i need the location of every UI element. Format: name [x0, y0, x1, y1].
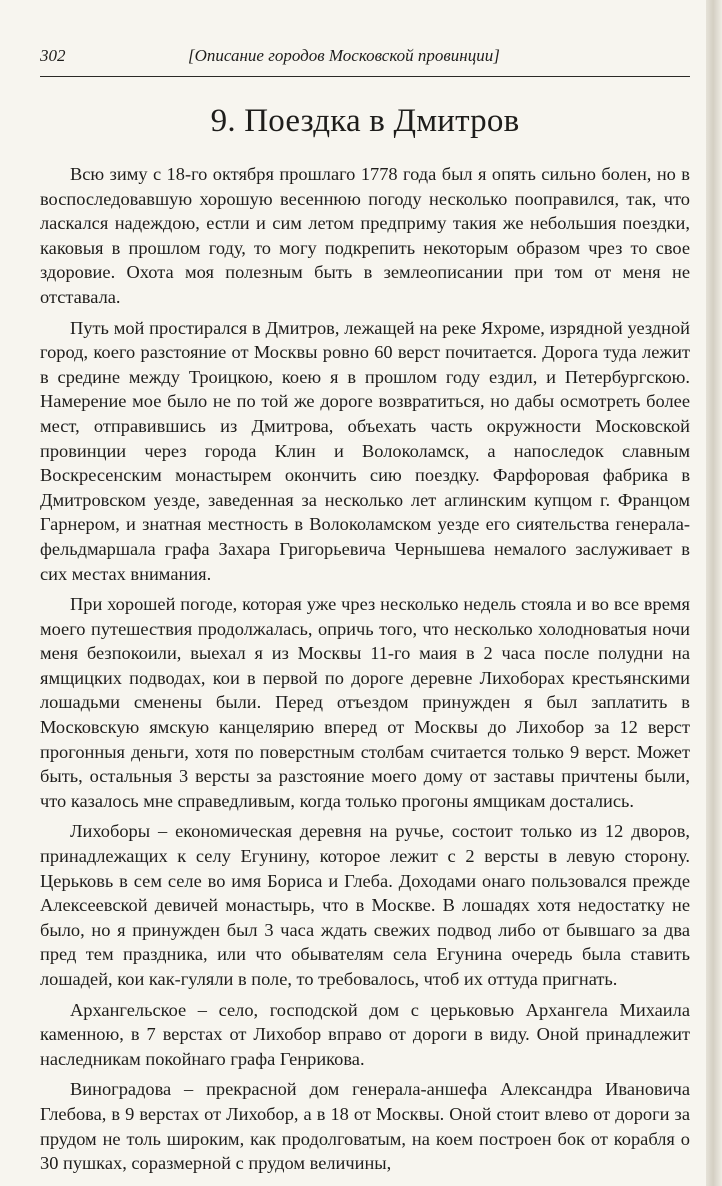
paragraph: Лихоборы – економическая деревня на ручье, состоит только из 12 дворов, принадлежащих к селу Егунину, которое лежит с 2 версты в левую сторону. Церьковь в сем селе во имя Бориса и Глеба. Доходами онаго пользовался прежде Алексеевской девичей монастырь, что в Москве. В лошадях хотя недостатку не было, но я принужден был 3 часа ждать свежих подвод либо от бывшаго за два пред тем праздника, или что обывателям села Егунина очередь была ставить лошадей, кои как-гуляли в поле, то требовалось, чтоб их оттуда пригнать. — [40, 821, 690, 989]
page-edge-shadow — [706, 0, 722, 1186]
paragraph: Виноградова – прекрасной дом генерала-аншефа Александра Ивановича Глебова, в 9 верстах от Лихобор, а в 18 от Москвы. Оной стоит влево от дороги за прудом не толь широким, как продолговатым, на коем построен бок от корабля о 30 пушках, соразмерной с прудом величины, — [40, 1079, 690, 1174]
paragraph: При хорошей погоде, которая уже чрез несколько недель стояла и во все время моего путешествия продолжалась, опричь того, что несколько холодноватыя ночи меня безпокоили, выехал я из Москвы 11-го маия в 2 часа после полудни на ямщицких подводах, кои в первой по дороге деревне Лихоборах крестьянскими лошадьми сменены были. Перед отъездом принужден я был заплатить в Московскую ямскую канцелярию вперед от Москвы до Лихобор за 12 верст прогонныя деньги, хотя по поверстным столбам считается только 9 верст. Может быть, остальныя 3 версты за разстояние моего дому от заставы причтены были, что казалось мне справедливым, когда только прогоны ямщикам достались. — [40, 594, 690, 811]
page-number: 302 — [40, 46, 66, 65]
paragraph: Всю зиму с 18-го октября прошлаго 1778 года был я опять сильно болен, но в воспоследовавшую хорошую весеннюю погоду несколько поопpавился, так, что ласкался надеждою, естли и сим летом предприму такия же небольшия поездки, каковыя в прошлом году, то могу подкрепить некоторым образом чрез то свое здоровие. Охота моя полезным быть в землеописании при том от меня не отставала. — [40, 164, 690, 307]
paragraph: Путь мой простирался в Дмитров, лежащей на реке Яхроме, изрядной уездной город, коего разстояние от Москвы ровно 60 верст почитается. Дорога туда лежит в средине между Троицкою, коею я в прошлом году ездил, и Петербургскою. Намерение мое было не по той же дороге возвратиться, но дабы осмотреть более мест, отправившись из Дмитрова, объехать часть окружности Московской провинции через города Клин и Волоколамск, а напоследок славным Воскресенским монастырем окончить сию поездку. Фарфоровая фабрика в Дмитровском уезде, заведенная за несколько лет аглинским купцом г. Францом Гарнером, и знатная местность в Волоколамском уезде его сиятельства генерала-фельдмаршала графа Захара Григорьевича Чернышева немалого заслуживает в сих местах внимания. — [40, 317, 690, 584]
running-title: [Описание городов Московской провинции] — [188, 46, 500, 65]
body-text — [40, 162, 690, 1176]
chapter-title: 9. Поездка в Дмитров — [210, 103, 520, 139]
header-rule — [40, 76, 690, 77]
paragraph: Архангельское – село, господской дом с церьковью Архангела Михаила каменною, в 7 верстах от Лихобор вправо от дороги в виду. Оной принадлежит наследникам покойнаго графа Генрикова. — [40, 999, 690, 1069]
running-header — [40, 46, 690, 68]
book-page — [40, 46, 690, 1182]
